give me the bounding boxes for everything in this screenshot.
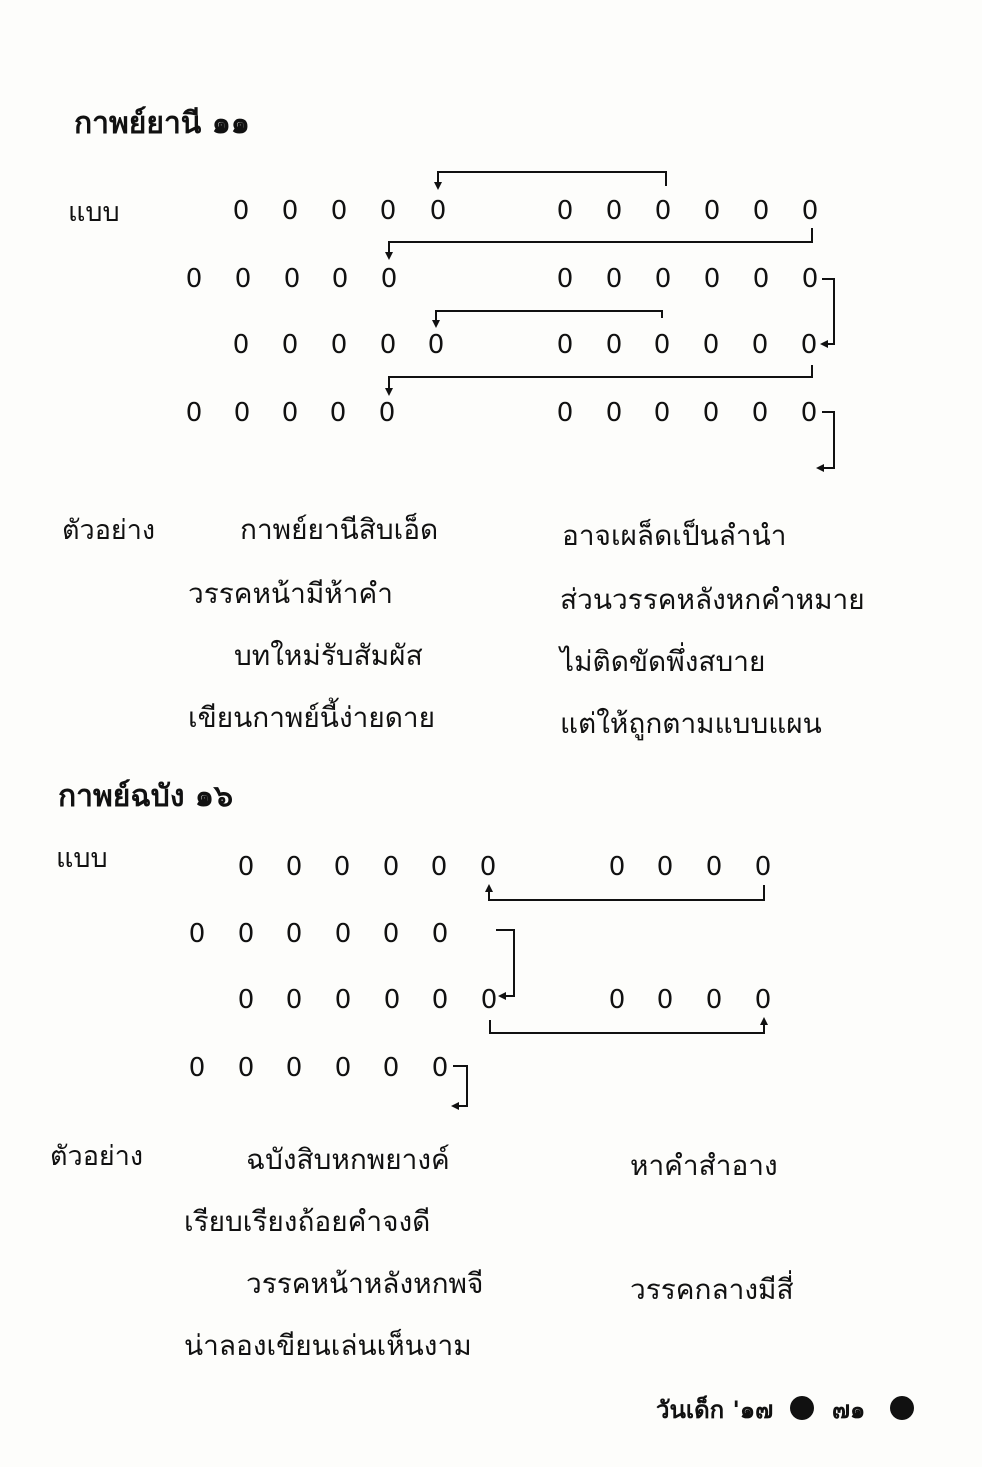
syllable-mark: 0: [379, 330, 397, 360]
section2-example-label: ตัวอย่าง: [50, 1141, 144, 1172]
syllable-mark: 0: [705, 852, 723, 882]
syllable-mark: 0: [285, 919, 303, 949]
syllable-mark: 0: [237, 852, 255, 882]
rhyme-arrow-6: [496, 930, 514, 996]
verse-line: วรรคกลางมีสี่: [630, 1273, 794, 1306]
syllable-mark: 0: [232, 330, 250, 360]
syllable-mark: 0: [429, 196, 447, 226]
stanza-link-arrow-3: [453, 1066, 467, 1106]
verse-line: น่าลองเขียนเล่นเห็นงาม: [184, 1329, 472, 1362]
syllable-mark: 0: [378, 398, 396, 428]
syllable-mark: 0: [233, 398, 251, 428]
syllable-mark: 0: [334, 985, 352, 1015]
syllable-mark: 0: [752, 264, 770, 294]
syllable-mark: 0: [331, 264, 349, 294]
rhyme-arrow-2: [389, 228, 812, 256]
rhyme-arrow-1: [438, 172, 666, 186]
syllable-mark: 0: [801, 196, 819, 226]
syllable-mark: 0: [334, 919, 352, 949]
syllable-mark: 0: [334, 1053, 352, 1083]
stanza-link-arrow-2: [820, 412, 834, 468]
verse-line: กาพย์ยานีสิบเอ็ด: [240, 513, 439, 546]
syllable-mark: 0: [656, 985, 674, 1015]
syllable-mark: 0: [285, 985, 303, 1015]
syllable-mark: 0: [480, 985, 498, 1015]
syllable-mark: 0: [188, 1053, 206, 1083]
section2-syllable-rows: [189, 852, 772, 1083]
syllable-mark: 0: [605, 398, 623, 428]
syllable-mark: 0: [702, 398, 720, 428]
syllable-mark: 0: [431, 1053, 449, 1083]
syllable-mark: 0: [605, 196, 623, 226]
section1-title: กาพย์ยานี ๑๑: [74, 106, 250, 141]
syllable-mark: 0: [751, 398, 769, 428]
syllable-mark: 0: [608, 852, 626, 882]
syllable-mark: 0: [703, 264, 721, 294]
syllable-mark: 0: [382, 1053, 400, 1083]
section1-pattern-label: แบบ: [68, 197, 120, 228]
syllable-mark: 0: [754, 985, 772, 1015]
section2-title: กาพย์ฉบัง ๑๖: [58, 779, 234, 814]
syllable-mark: 0: [285, 1053, 303, 1083]
syllable-mark: 0: [653, 398, 671, 428]
syllable-mark: 0: [605, 330, 623, 360]
syllable-mark: 0: [653, 330, 671, 360]
footer-page-number: ๗๑: [832, 1396, 866, 1424]
syllable-mark: 0: [705, 985, 723, 1015]
syllable-mark: 0: [333, 852, 351, 882]
verse-line: บทใหม่รับสัมผัส: [234, 639, 423, 672]
syllable-mark: 0: [232, 196, 250, 226]
syllable-mark: 0: [281, 330, 299, 360]
syllable-mark: 0: [752, 196, 770, 226]
syllable-mark: 0: [703, 196, 721, 226]
footer-book-title: วันเด็ก '๑๗: [656, 1396, 774, 1424]
syllable-mark: 0: [330, 330, 348, 360]
syllable-mark: 0: [281, 196, 299, 226]
syllable-mark: 0: [427, 330, 445, 360]
section1-example-label: ตัวอย่าง: [62, 515, 156, 546]
stanza-link-arrow-1: [822, 279, 834, 344]
syllable-mark: 0: [430, 852, 448, 882]
syllable-mark: 0: [751, 330, 769, 360]
syllable-mark: 0: [800, 398, 818, 428]
syllable-mark: 0: [285, 852, 303, 882]
rhyme-arrow-7: [490, 1020, 764, 1033]
syllable-mark: 0: [556, 330, 574, 360]
syllable-mark: 0: [702, 330, 720, 360]
syllable-mark: 0: [237, 1053, 255, 1083]
syllable-mark: 0: [654, 264, 672, 294]
syllable-mark: 0: [234, 264, 252, 294]
syllable-mark: 0: [431, 985, 449, 1015]
verse-line: เรียบเรียงถ้อยคำจงดี: [184, 1205, 431, 1238]
syllable-mark: 0: [379, 196, 397, 226]
syllable-mark: 0: [556, 398, 574, 428]
verse-line: วรรคหน้ามีห้าคำ: [188, 577, 393, 610]
verse-line: ส่วนวรรคหลังหกคำหมาย: [560, 583, 865, 616]
rhyme-arrow-4: [389, 365, 812, 392]
verse-line: อาจเผล็ดเป็นลำนำ: [562, 519, 787, 552]
syllable-mark: 0: [382, 919, 400, 949]
syllable-mark: 0: [283, 264, 301, 294]
bullet-dot-icon: [790, 1396, 814, 1420]
verse-line: หาคำสำอาง: [630, 1149, 778, 1182]
syllable-mark: 0: [800, 330, 818, 360]
syllable-mark: 0: [608, 985, 626, 1015]
syllable-mark: 0: [383, 985, 401, 1015]
syllable-mark: 0: [801, 264, 819, 294]
syllable-mark: 0: [754, 852, 772, 882]
syllable-mark: 0: [656, 852, 674, 882]
verse-line: เขียนกาพย์นี้ง่ายดาย: [188, 701, 436, 734]
syllable-mark: 0: [556, 264, 574, 294]
syllable-mark: 0: [330, 196, 348, 226]
syllable-mark: 0: [382, 852, 400, 882]
rhyme-arrow-3: [436, 311, 662, 324]
syllable-mark: 0: [237, 919, 255, 949]
syllable-mark: 0: [380, 264, 398, 294]
syllable-mark: 0: [237, 985, 255, 1015]
verse-line: วรรคหน้าหลังหกพจี: [246, 1267, 484, 1300]
verse-line: ฉบังสิบหกพยางค์: [246, 1143, 450, 1176]
syllable-mark: 0: [185, 398, 203, 428]
syllable-mark: 0: [329, 398, 347, 428]
bullet-dot-icon: [890, 1396, 914, 1420]
syllable-mark: 0: [185, 264, 203, 294]
syllable-mark: 0: [479, 852, 497, 882]
syllable-mark: 0: [556, 196, 574, 226]
section2-pattern-label: แบบ: [56, 843, 108, 874]
syllable-mark: 0: [605, 264, 623, 294]
syllable-mark: 0: [654, 196, 672, 226]
rhyme-arrow-5: [489, 885, 764, 900]
syllable-mark: 0: [188, 919, 206, 949]
verse-line: ไม่ติดขัดพึ่งสบาย: [560, 645, 766, 678]
verse-line: แต่ให้ถูกตามแบบแผน: [560, 707, 822, 740]
syllable-mark: 0: [281, 398, 299, 428]
syllable-mark: 0: [431, 919, 449, 949]
